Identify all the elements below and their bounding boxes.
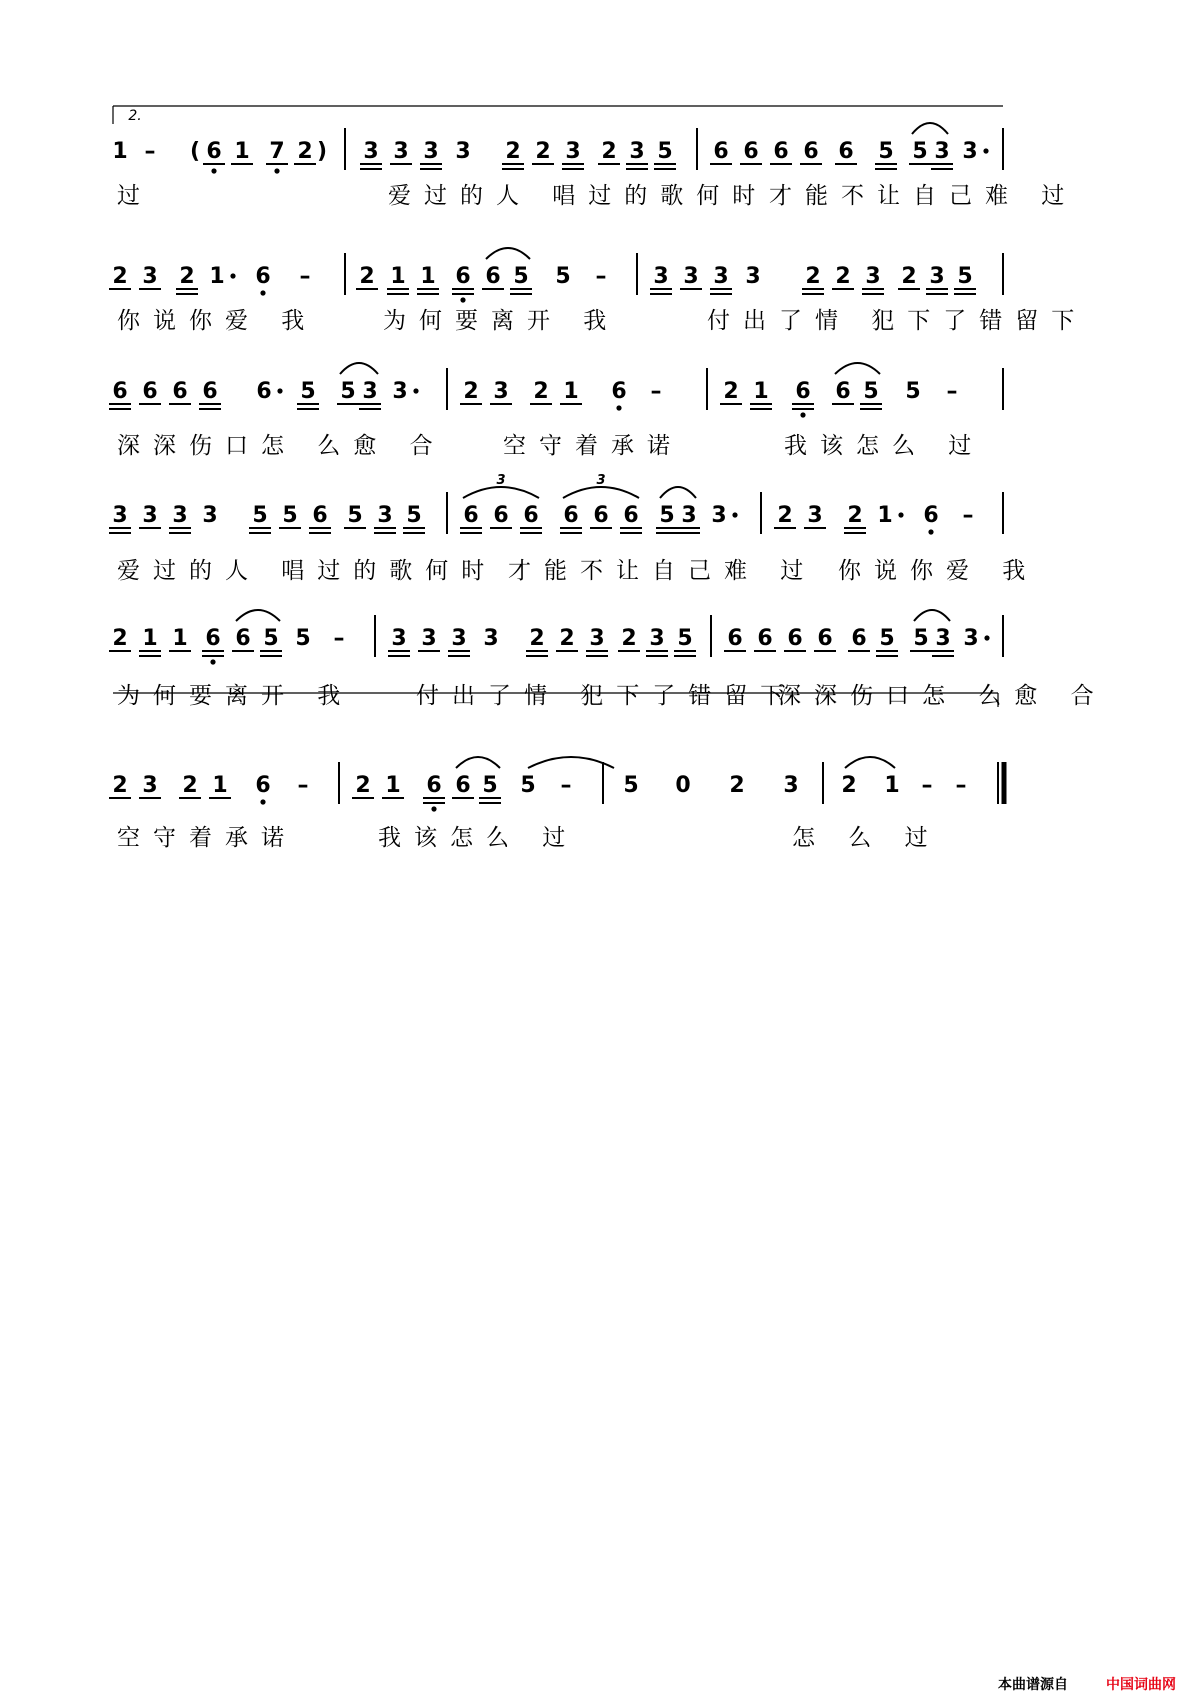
row2-token-21-note: 2 — [805, 264, 821, 289]
row4-token-26-octave-dot — [928, 529, 933, 534]
row5-token-21-note: 6 — [727, 626, 743, 651]
row4-token-27-note: – — [962, 503, 974, 528]
row1-token-13-note: 3 — [455, 139, 471, 164]
row3-token-22-note: 5 — [863, 379, 879, 404]
row4-token-18-note: 5 — [659, 503, 675, 528]
row5-token-10-note: 3 — [391, 626, 407, 651]
footer-source-text: 本曲谱源自 — [998, 1677, 1068, 1693]
lyric-row1-a: 过 — [117, 183, 153, 209]
row4-slur-1 — [660, 487, 696, 498]
row6-token-1-note: 2 — [112, 773, 128, 798]
lyric-row2-c: 付出了情 犯下了错留下 — [707, 308, 1088, 334]
row1-token-6-note: 7 — [269, 139, 285, 164]
row4-triplet-label-2: 3 — [596, 473, 606, 488]
row3-token-16-note: – — [650, 379, 662, 404]
row1-token-27-note: 5 — [912, 139, 928, 164]
row1-token-25-note: 6 — [838, 139, 854, 164]
lyric-row4-b: 才能不让自己难 过 — [508, 558, 817, 584]
row3-token-15-note: 6 — [611, 379, 627, 404]
row5-token-23-note: 6 — [787, 626, 803, 651]
row5-token-11-note: 3 — [421, 626, 437, 651]
row3-token-9-augmentation-dot — [413, 388, 418, 393]
row3-token-8-note: 3 — [362, 379, 378, 404]
row1-token-12-note: 3 — [423, 139, 439, 164]
row3-token-24-note: – — [946, 379, 958, 404]
row6-token-14-note: – — [560, 773, 572, 798]
row2-token-3-note: 2 — [179, 264, 195, 289]
row6-token-18-note: 2 — [729, 773, 745, 798]
row6-token-24-note: – — [955, 773, 967, 798]
row6-token-11-note: 6 — [455, 773, 471, 798]
lyric-row2-b: 为何要离开 我 — [383, 308, 620, 334]
row1-token-28-note: 3 — [934, 139, 950, 164]
row5-token-17-note: 2 — [621, 626, 637, 651]
row3-token-7-note: 5 — [340, 379, 356, 404]
row4-token-4-note: 3 — [202, 503, 218, 528]
row4-token-25-note: 1 — [877, 503, 893, 528]
row2-token-5-note: 6 — [255, 264, 271, 289]
row4-token-25-augmentation-dot — [898, 512, 903, 517]
row1-token-7-note: 2 — [297, 139, 313, 164]
row4-token-2-note: 3 — [142, 503, 158, 528]
row4-token-14-note: 6 — [523, 503, 539, 528]
lyric-row4-a: 爱过的人 唱过的歌何时 — [117, 558, 498, 584]
footer-site-name: 中国词曲网 — [1106, 1677, 1176, 1693]
row2-token-18-note: 3 — [683, 264, 699, 289]
row4-token-26-note: 6 — [923, 503, 939, 528]
row5-token-19-note: 5 — [677, 626, 693, 651]
row6-token-9-note: 1 — [385, 773, 401, 798]
row5-token-4-octave-dot — [210, 659, 215, 664]
row5-token-22-note: 6 — [757, 626, 773, 651]
row2-token-4-augmentation-dot — [230, 273, 235, 278]
row3-token-13-note: 2 — [533, 379, 549, 404]
row2-token-11-octave-dot — [460, 297, 465, 302]
row3-token-6-note: 5 — [300, 379, 316, 404]
row2-token-19-note: 3 — [713, 264, 729, 289]
row6-token-17-note: 0 — [675, 773, 691, 798]
lyric-row3-c: 我该怎么 过 — [784, 433, 985, 459]
row3-token-5-note: 6 — [256, 379, 272, 404]
row5-slur-2 — [914, 610, 950, 621]
row4-token-7-note: 6 — [312, 503, 328, 528]
row3-token-20-note: 6 — [795, 379, 811, 404]
row1-token-18-note: 3 — [629, 139, 645, 164]
row1-token-21-note: 6 — [713, 139, 729, 164]
row2-token-24-note: 2 — [901, 264, 917, 289]
row5-token-29-note: 3 — [963, 626, 979, 651]
row2-token-20-note: 3 — [745, 264, 761, 289]
row6-token-21-note: 2 — [841, 773, 857, 798]
row4-token-1-note: 3 — [112, 503, 128, 528]
row5-token-4-note: 6 — [205, 626, 221, 651]
lyric-row5-b: 付出了情 犯下了错留下 — [416, 683, 797, 709]
lyric-row1-b: 爱过的人 唱过的歌何时 — [388, 183, 769, 209]
row5-token-3-note: 1 — [172, 626, 188, 651]
row1-token-26-note: 5 — [878, 139, 894, 164]
row1-token-5-note: 1 — [234, 139, 250, 164]
volta-label: 2. — [128, 108, 142, 124]
row2-slur-1 — [486, 248, 530, 259]
row3-token-23-note: 5 — [905, 379, 921, 404]
row6-token-10-note: 6 — [426, 773, 442, 798]
row4-token-23-note: 3 — [807, 503, 823, 528]
row6-token-23-note: – — [921, 773, 933, 798]
row2-token-12-note: 6 — [485, 264, 501, 289]
row5-token-2-note: 1 — [142, 626, 158, 651]
row4-token-17-note: 6 — [623, 503, 639, 528]
row3-token-21-note: 6 — [835, 379, 851, 404]
row2-token-6-note: – — [299, 264, 311, 289]
row4-token-19-note: 3 — [681, 503, 697, 528]
row3-token-1-note: 6 — [112, 379, 128, 404]
row1-token-16-note: 3 — [565, 139, 581, 164]
row1-token-17-note: 2 — [601, 139, 617, 164]
row4-triplet-arc-1 — [463, 487, 539, 498]
row6-token-6-note: – — [297, 773, 309, 798]
row5-token-29-augmentation-dot — [984, 635, 989, 640]
row5-token-27-note: 5 — [913, 626, 929, 651]
row4-triplet-arc-2 — [563, 487, 639, 498]
row4-token-20-augmentation-dot — [732, 512, 737, 517]
row6-slur-2 — [528, 757, 614, 768]
row6-token-2-note: 3 — [142, 773, 158, 798]
row1-token-11-note: 3 — [393, 139, 409, 164]
row1-token-15-note: 2 — [535, 139, 551, 164]
row3-token-11-note: 2 — [463, 379, 479, 404]
row6-token-16-note: 5 — [623, 773, 639, 798]
row2-token-17-note: 3 — [653, 264, 669, 289]
row2-token-1-note: 2 — [112, 264, 128, 289]
row6-token-8-note: 2 — [355, 773, 371, 798]
row4-token-8-note: 5 — [347, 503, 363, 528]
row4-token-9-note: 3 — [377, 503, 393, 528]
lyric-row6-c: 怎 么 过 — [792, 825, 941, 851]
row1-token-2-note: – — [144, 139, 156, 164]
row2-token-8-note: 2 — [359, 264, 375, 289]
row6-token-12-note: 5 — [482, 773, 498, 798]
row5-token-6-note: 5 — [263, 626, 279, 651]
row5-token-13-note: 3 — [483, 626, 499, 651]
row2-token-22-note: 2 — [835, 264, 851, 289]
row1-token-6-octave-dot — [274, 168, 279, 173]
row3-token-3-note: 6 — [172, 379, 188, 404]
row3-slur-2 — [835, 363, 880, 374]
row2-token-14-note: 5 — [555, 264, 571, 289]
row2-token-9-note: 1 — [390, 264, 406, 289]
lyric-row5-a: 为何要离开 我 — [117, 683, 354, 709]
row1-token-1-note: 1 — [112, 139, 128, 164]
row2-token-13-note: 5 — [513, 264, 529, 289]
row4-token-3-note: 3 — [172, 503, 188, 528]
row3-token-15-octave-dot — [616, 405, 621, 410]
row1-token-29-augmentation-dot — [983, 148, 988, 153]
row5-token-18-note: 3 — [649, 626, 665, 651]
row5-token-25-note: 6 — [851, 626, 867, 651]
row4-token-13-note: 6 — [493, 503, 509, 528]
row5-slur-1 — [236, 610, 280, 621]
lyric-row1-c: 才能不让自己难 过 — [769, 183, 1078, 209]
lyric-row3-a: 深深伤口怎 么愈 合 — [117, 433, 446, 459]
row3-token-18-note: 2 — [723, 379, 739, 404]
lyric-row2-a: 你说你爱 我 — [117, 308, 318, 334]
row5-token-14-note: 2 — [529, 626, 545, 651]
row1-token-10-note: 3 — [363, 139, 379, 164]
row3-token-4-note: 6 — [202, 379, 218, 404]
row1-token-23-note: 6 — [773, 139, 789, 164]
row1-token-3-note: ( — [189, 139, 201, 164]
row2-token-5-octave-dot — [260, 290, 265, 295]
row6-token-10-octave-dot — [431, 806, 436, 811]
row5-token-15-note: 2 — [559, 626, 575, 651]
row3-token-12-note: 3 — [493, 379, 509, 404]
row2-token-2-note: 3 — [142, 264, 158, 289]
row1-token-4-octave-dot — [211, 168, 216, 173]
row4-token-20-note: 3 — [711, 503, 727, 528]
row5-token-26-note: 5 — [879, 626, 895, 651]
row5-token-5-note: 6 — [235, 626, 251, 651]
row4-token-10-note: 5 — [406, 503, 422, 528]
row6-token-4-note: 1 — [212, 773, 228, 798]
lyric-row3-b: 空守着承诺 — [503, 433, 683, 459]
row3-slur-1 — [340, 363, 378, 374]
row6-token-13-note: 5 — [520, 773, 536, 798]
lyric-row5-c: 深深伤口怎 么愈 合 — [778, 683, 1107, 709]
row6-token-5-note: 6 — [255, 773, 271, 798]
row2-token-4-note: 1 — [209, 264, 225, 289]
row5-token-28-note: 3 — [935, 626, 951, 651]
row3-token-9-note: 3 — [392, 379, 408, 404]
row3-token-19-note: 1 — [753, 379, 769, 404]
row5-token-12-note: 3 — [451, 626, 467, 651]
row5-token-24-note: 6 — [817, 626, 833, 651]
lyric-row6-b: 我该怎么 过 — [378, 825, 579, 851]
row4-token-6-note: 5 — [282, 503, 298, 528]
row4-token-16-note: 6 — [593, 503, 609, 528]
row2-token-26-note: 5 — [957, 264, 973, 289]
row5-token-7-note: 5 — [295, 626, 311, 651]
row2-token-10-note: 1 — [420, 264, 436, 289]
row1-token-8-note: ) — [316, 139, 328, 164]
row4-triplet-label-1: 3 — [496, 473, 506, 488]
row4-token-15-note: 6 — [563, 503, 579, 528]
row4-token-24-note: 2 — [847, 503, 863, 528]
row6-slur-3 — [845, 757, 895, 768]
row1-token-22-note: 6 — [743, 139, 759, 164]
row4-token-22-note: 2 — [777, 503, 793, 528]
row3-token-20-octave-dot — [800, 412, 805, 417]
row4-token-5-note: 5 — [252, 503, 268, 528]
row6-slur-1 — [456, 757, 500, 768]
row2-token-11-note: 6 — [455, 264, 471, 289]
row1-slur-1 — [912, 123, 948, 134]
row6-token-22-note: 1 — [884, 773, 900, 798]
lyric-row4-c: 你说你爱 我 — [838, 558, 1039, 584]
row1-token-4-note: 6 — [206, 139, 222, 164]
row6-token-19-note: 3 — [783, 773, 799, 798]
row4-token-12-note: 6 — [463, 503, 479, 528]
row3-token-5-augmentation-dot — [277, 388, 282, 393]
row3-token-14-note: 1 — [563, 379, 579, 404]
row2-token-15-note: – — [595, 264, 607, 289]
row6-token-5-octave-dot — [260, 799, 265, 804]
row6-token-3-note: 2 — [182, 773, 198, 798]
row2-token-23-note: 3 — [865, 264, 881, 289]
row1-token-29-note: 3 — [962, 139, 978, 164]
row5-token-1-note: 2 — [112, 626, 128, 651]
row3-token-2-note: 6 — [142, 379, 158, 404]
row5-token-16-note: 3 — [589, 626, 605, 651]
lyric-row6-a: 空守着承诺 — [117, 825, 297, 851]
row2-token-25-note: 3 — [929, 264, 945, 289]
row1-token-19-note: 5 — [657, 139, 673, 164]
row1-token-14-note: 2 — [505, 139, 521, 164]
row1-token-24-note: 6 — [803, 139, 819, 164]
row5-token-8-note: – — [333, 626, 345, 651]
